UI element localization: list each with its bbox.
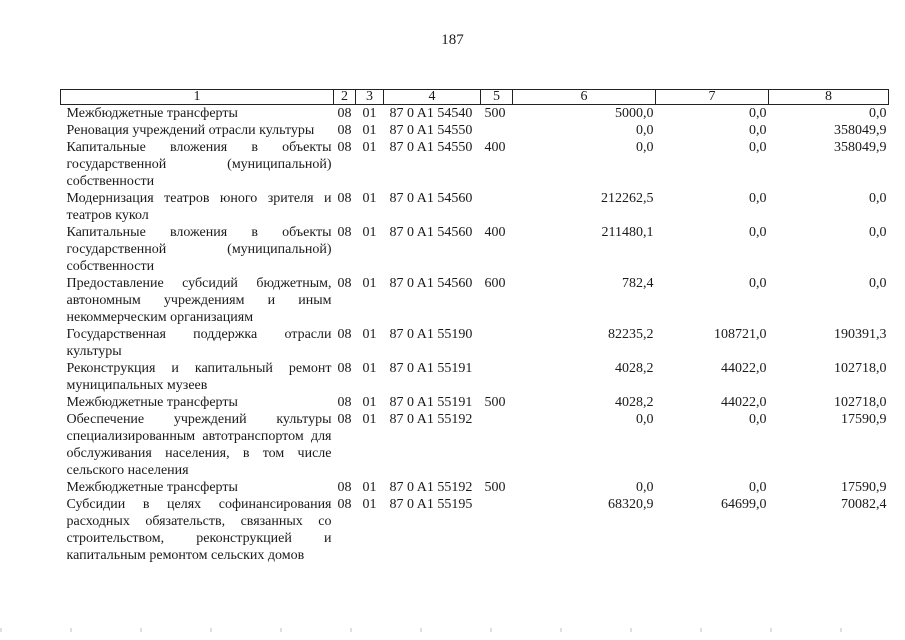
row-section: 08 — [337, 191, 352, 206]
row-section: 08 — [337, 106, 352, 121]
table-row — [61, 360, 889, 394]
row-value-8: 102718,0 — [834, 361, 887, 376]
row-value-6: 211480,1 — [601, 225, 654, 240]
row-name: Обеспечение учреждений культуры специализированным автотранспортом для обслуживания населения, в том числе сельского населения — [66, 412, 332, 478]
row-name: Реновация учреждений отрасли культуры — [66, 123, 315, 138]
table-row — [61, 411, 889, 479]
row-expense-type: 500 — [484, 106, 506, 121]
row-value-8: 358049,9 — [834, 123, 887, 138]
row-name: Межбюджетные трансферты — [66, 395, 238, 410]
row-expense-type — [481, 326, 513, 360]
column-header: 8 — [769, 90, 889, 105]
row-subsection: 01 — [362, 140, 377, 155]
row-name: Капитальные вложения в объекты государственной (муниципальной) собственности — [66, 225, 332, 274]
row-value-7: 0,0 — [749, 480, 767, 495]
row-value-6: 82235,2 — [608, 327, 654, 342]
row-name: Государственная поддержка отрасли культуры — [66, 327, 332, 359]
column-header: 4 — [384, 90, 481, 105]
table-row — [61, 139, 889, 190]
row-subsection: 01 — [362, 497, 377, 512]
column-header: 6 — [513, 90, 656, 105]
row-name: Реконструкция и капитальный ремонт муниципальных музеев — [66, 361, 332, 393]
table-row — [61, 479, 889, 496]
row-name: Капитальные вложения в объекты государственной (муниципальной) собственности — [66, 140, 332, 189]
row-value-8: 190391,3 — [834, 327, 887, 342]
row-value-6: 68320,9 — [608, 497, 654, 512]
row-subsection: 01 — [362, 123, 377, 138]
row-value-6: 5000,0 — [615, 106, 654, 121]
column-header: 3 — [356, 90, 384, 105]
row-value-8: 0,0 — [869, 191, 887, 206]
row-expense-type — [481, 190, 513, 224]
row-value-7: 44022,0 — [721, 395, 767, 410]
column-header-row — [61, 90, 889, 105]
row-expense-type: 500 — [484, 480, 506, 495]
row-value-6: 0,0 — [636, 140, 654, 155]
row-value-7: 0,0 — [749, 123, 767, 138]
column-header: 5 — [481, 90, 513, 105]
row-value-7: 0,0 — [749, 106, 767, 121]
row-subsection: 01 — [362, 191, 377, 206]
row-code: 87 0 A1 55190 — [389, 327, 473, 342]
row-section: 08 — [337, 395, 352, 410]
row-value-7: 44022,0 — [721, 361, 767, 376]
row-name: Межбюджетные трансферты — [66, 106, 238, 121]
row-section: 08 — [337, 276, 352, 291]
row-value-8: 70082,4 — [841, 497, 887, 512]
row-value-7: 0,0 — [749, 140, 767, 155]
row-code: 87 0 A1 54550 — [389, 123, 473, 138]
row-expense-type: 500 — [484, 395, 506, 410]
row-subsection: 01 — [362, 412, 377, 427]
row-value-7: 0,0 — [749, 276, 767, 291]
row-subsection: 01 — [362, 225, 377, 240]
row-value-6: 0,0 — [636, 412, 654, 427]
table-row — [61, 496, 889, 564]
row-value-8: 0,0 — [869, 276, 887, 291]
table-row — [61, 326, 889, 360]
row-code: 87 0 A1 54560 — [389, 225, 473, 240]
row-code: 87 0 A1 54560 — [389, 191, 473, 206]
row-value-8: 358049,9 — [834, 140, 887, 155]
row-value-8: 102718,0 — [834, 395, 887, 410]
row-name: Предоставление субсидий бюджетным, автономным учреждениям и иным некоммерческим организациям — [66, 276, 332, 325]
row-value-8: 0,0 — [869, 225, 887, 240]
row-section: 08 — [337, 497, 352, 512]
scan-edge-marks — [0, 628, 905, 632]
row-name: Субсидии в целях софинансирования расходных обязательств, связанных со строительством, реконструкцией и капитальным ремонтом сельских домов — [66, 497, 332, 563]
row-value-7: 0,0 — [749, 412, 767, 427]
row-section: 08 — [337, 412, 352, 427]
table-row — [61, 224, 889, 275]
row-value-6: 0,0 — [636, 480, 654, 495]
row-code: 87 0 A1 54560 — [389, 276, 473, 291]
table-row — [61, 122, 889, 139]
row-subsection: 01 — [362, 106, 377, 121]
row-name: Межбюджетные трансферты — [66, 480, 238, 495]
row-value-6: 782,4 — [622, 276, 654, 291]
row-section: 08 — [337, 480, 352, 495]
table-row — [61, 394, 889, 411]
row-value-8: 17590,9 — [841, 480, 887, 495]
row-code: 87 0 A1 55192 — [389, 480, 473, 495]
row-value-6: 0,0 — [636, 123, 654, 138]
row-expense-type — [481, 122, 513, 139]
table-row — [61, 190, 889, 224]
row-section: 08 — [337, 225, 352, 240]
row-expense-type: 400 — [484, 140, 506, 155]
row-value-6: 212262,5 — [601, 191, 654, 206]
row-code: 87 0 A1 55195 — [389, 497, 473, 512]
row-expense-type: 400 — [484, 225, 506, 240]
row-expense-type — [481, 496, 513, 564]
row-name: Модернизация театров юного зрителя и театров кукол — [66, 191, 332, 223]
row-section: 08 — [337, 327, 352, 342]
table-body — [61, 105, 889, 565]
row-code: 87 0 A1 55191 — [389, 361, 473, 376]
column-header: 7 — [656, 90, 769, 105]
row-code: 87 0 A1 55192 — [389, 412, 473, 427]
budget-table — [60, 89, 889, 564]
row-section: 08 — [337, 123, 352, 138]
row-value-7: 0,0 — [749, 191, 767, 206]
column-header: 2 — [334, 90, 356, 105]
row-code: 87 0 A1 54540 — [389, 106, 473, 121]
row-value-6: 4028,2 — [615, 361, 654, 376]
row-section: 08 — [337, 140, 352, 155]
row-value-7: 64699,0 — [721, 497, 767, 512]
row-value-8: 17590,9 — [841, 412, 887, 427]
row-section: 08 — [337, 361, 352, 376]
table-row — [61, 275, 889, 326]
row-value-7: 0,0 — [749, 225, 767, 240]
row-value-6: 4028,2 — [615, 395, 654, 410]
column-header: 1 — [61, 90, 334, 105]
row-expense-type: 600 — [484, 276, 506, 291]
row-expense-type — [481, 411, 513, 479]
row-code: 87 0 A1 55191 — [389, 395, 473, 410]
row-subsection: 01 — [362, 361, 377, 376]
row-subsection: 01 — [362, 480, 377, 495]
row-value-8: 0,0 — [869, 106, 887, 121]
page-number: 187 — [441, 32, 464, 48]
row-value-7: 108721,0 — [714, 327, 767, 342]
row-subsection: 01 — [362, 276, 377, 291]
row-subsection: 01 — [362, 395, 377, 410]
row-code: 87 0 A1 54550 — [389, 140, 473, 155]
table-row — [61, 105, 889, 123]
row-subsection: 01 — [362, 327, 377, 342]
row-expense-type — [481, 360, 513, 394]
